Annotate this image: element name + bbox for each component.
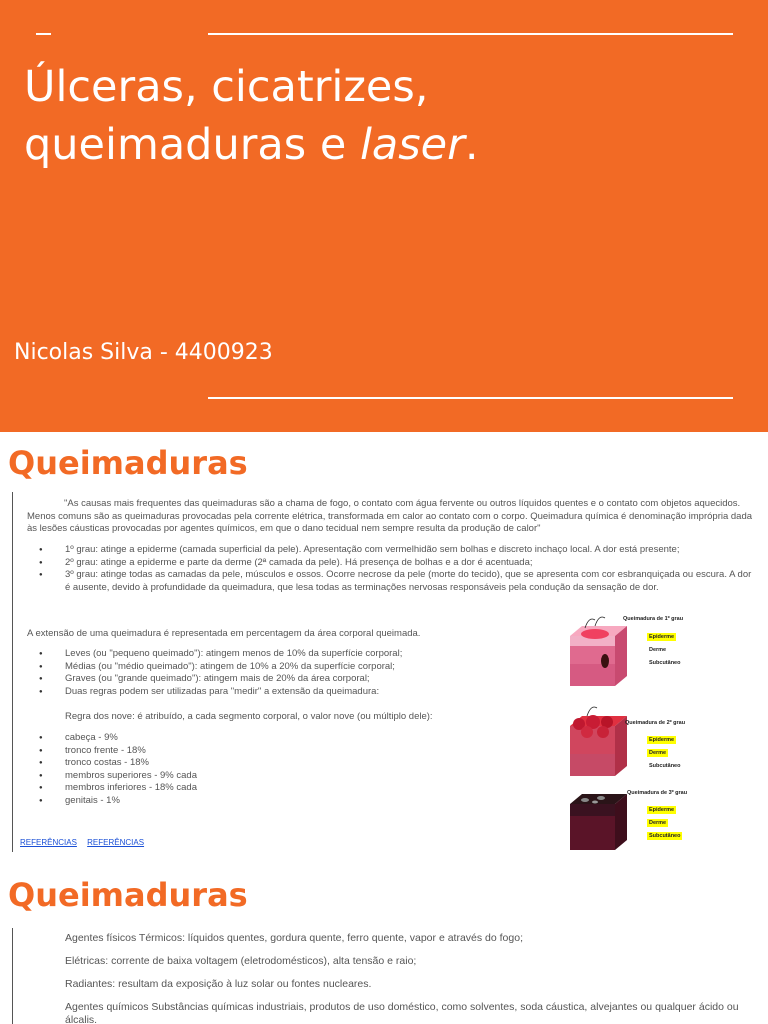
slide-title — [24, 58, 744, 174]
burns-slide-1 — [0, 432, 768, 864]
title-rule-bottom — [208, 397, 733, 399]
section-heading: Queimaduras — [8, 444, 248, 482]
burn-title: Queimadura de 1º grau — [623, 616, 684, 622]
title-slide — [0, 0, 768, 432]
burn-grades-list — [39, 544, 755, 594]
paragraph: Radiantes: resultam da exposição à luz solar ou fontes nucleares. — [65, 978, 372, 990]
author: Nicolas Silva - 4400923 — [14, 340, 273, 365]
title-laser: laser — [359, 120, 465, 170]
list-item: ● Médias (ou "médio queimado"): atingem de 10% a 20% da superfície corporal; — [39, 661, 539, 674]
layer-label: Epiderme — [649, 634, 675, 640]
list-item: ● tronco frente - 18% — [39, 745, 339, 758]
paragraph: Agentes físicos Térmicos: líquidos quentes, gordura quente, ferro quente, vapor e através do fogo; — [65, 932, 523, 944]
section-heading: Queimaduras — [8, 876, 248, 914]
layer-label: Derme — [649, 647, 667, 653]
first-degree-burn-illustration — [565, 614, 715, 694]
second-degree-burn-illustration — [565, 704, 715, 784]
layer-label: Epiderme — [649, 807, 675, 813]
left-rule — [12, 492, 13, 852]
third-degree-burn-illustration — [565, 788, 715, 858]
skin-third-degree-image — [565, 788, 635, 854]
title-line-1: Úlceras, cicatrizes, — [24, 62, 429, 112]
list-item: ● genitais - 1% — [39, 795, 339, 808]
list-item: ● 3º grau: atinge todas as camadas da pele, músculos e ossos. Ocorre necrose da pele (morte do tecido), que se apresenta com cor esbranquiçada ou escura. A dor é ausente, devido à profundidade da queimadura, que lesa todas as terminações nervosas responsáveis pela condução da sensação de dor. — [39, 569, 755, 594]
burn-agents-text — [65, 932, 745, 1024]
list-item: ● membros superiores - 9% cada — [39, 770, 339, 783]
burn-title: Queimadura de 2º grau — [625, 720, 686, 726]
layer-label: Subcutâneo — [649, 660, 681, 666]
layer-label: Derme — [649, 750, 667, 756]
list-item: ● Leves (ou "pequeno queimado"): atingem menos de 10% da superfície corporal; — [39, 648, 539, 661]
reference-link-2[interactable]: REFERÊNCIAS — [87, 838, 145, 847]
rule-of-nines-list — [39, 732, 339, 807]
layer-label: Subcutâneo — [649, 763, 681, 769]
skin-first-degree-image — [565, 614, 635, 692]
left-rule — [12, 928, 13, 1024]
title-dash — [36, 33, 51, 35]
references — [20, 838, 152, 847]
list-item: ● membros inferiores - 18% cada — [39, 782, 339, 795]
list-item: ● 1º grau: atinge a epiderme (camada superficial da pele). Apresentação com vermelhidão sem bolhas e discreto inchaço local. A dor está presente; — [39, 544, 755, 557]
layer-label: Epiderme — [649, 737, 675, 743]
paragraph: Agentes químicos Substâncias químicas industriais, produtos de uso doméstico, como solventes, soda cáustica, alvejantes ou qualquer ácido ou álcalis. — [65, 1001, 739, 1024]
burns-slide-2 — [0, 864, 768, 1024]
list-item: ● cabeça - 9% — [39, 732, 339, 745]
reference-link-1[interactable]: REFERÊNCIAS — [20, 838, 77, 847]
list-item: ● tronco costas - 18% — [39, 757, 339, 770]
title-rule-top — [208, 33, 733, 35]
rule-of-nines: Regra dos nove: é atribuído, a cada segmento corporal, o valor nove (ou múltiplo dele): — [65, 711, 433, 722]
layer-label: Derme — [649, 820, 667, 826]
list-item: ● Graves (ou "grande queimado"): atingem mais de 20% da área corporal; — [39, 673, 539, 686]
title-period: . — [464, 120, 479, 170]
list-item: ● Duas regras podem ser utilizadas para "medir" a extensão da queimadura: — [39, 686, 539, 699]
list-item: ● 2º grau: atinge a epiderme e parte da derme (2ª camada da pele). Há presença de bolhas e a dor é acentuada; — [39, 557, 755, 570]
extent-list — [39, 648, 539, 698]
burn-title: Queimadura de 3º grau — [627, 790, 688, 796]
layer-label: Subcutâneo — [649, 833, 681, 839]
extent-intro: A extensão de uma queimadura é representada em percentagem da área corporal queimada. — [27, 628, 421, 639]
title-line-2: queimaduras e — [24, 120, 360, 170]
paragraph: Elétricas: corrente de baixa voltagem (eletrodomésticos), alta tensão e raio; — [65, 955, 417, 967]
skin-second-degree-image — [565, 704, 635, 782]
burn-causes-quote: "As causas mais frequentes das queimaduras são a chama de fogo, o contato com água fervente ou outros líquidos quentes e o contato com objetos aquecidos. Menos comuns são as queimaduras provocadas pela corrente elétrica, transformada em calor ao contato com o corpo. Queimadura química é denominação imprópria dada às lesões cáusticas provocadas por agentes químicos, em que o dano tecidual nem sempre resulta da produção de calor" — [27, 498, 753, 534]
